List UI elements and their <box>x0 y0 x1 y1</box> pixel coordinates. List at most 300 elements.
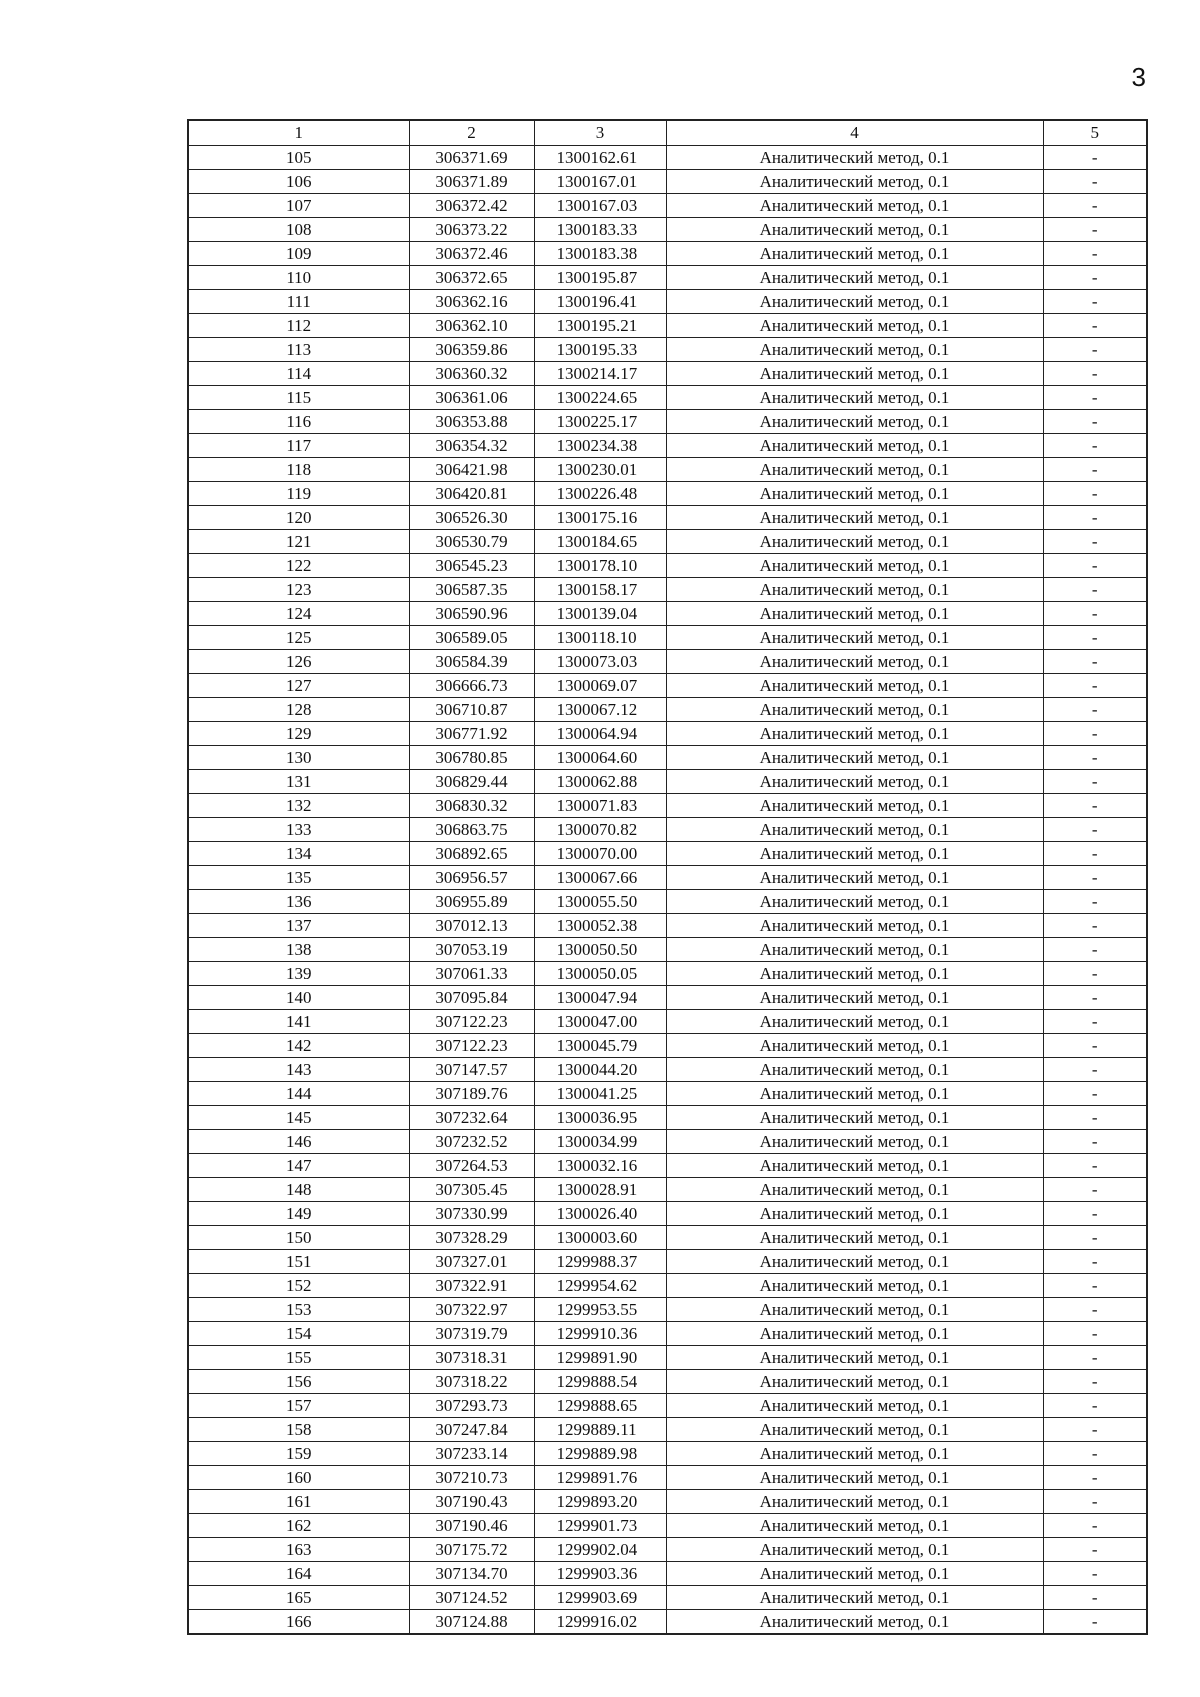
method-accuracy-cell: Аналитический метод, 0.1 <box>666 1514 1043 1538</box>
method-accuracy-cell: Аналитический метод, 0.1 <box>666 1226 1043 1250</box>
x-coordinate-cell: 306420.81 <box>409 482 534 506</box>
y-coordinate-cell: 1300070.82 <box>534 818 666 842</box>
note-cell: - <box>1043 1034 1147 1058</box>
table-header-row <box>188 120 1147 146</box>
table-row <box>188 1154 1147 1178</box>
note-cell: - <box>1043 890 1147 914</box>
x-coordinate-cell: 306530.79 <box>409 530 534 554</box>
x-coordinate-cell: 307124.52 <box>409 1586 534 1610</box>
table-row <box>188 986 1147 1010</box>
note-cell: - <box>1043 1178 1147 1202</box>
note-cell: - <box>1043 434 1147 458</box>
point-number-cell: 124 <box>188 602 409 626</box>
y-coordinate-cell: 1299891.90 <box>534 1346 666 1370</box>
table-row <box>188 1490 1147 1514</box>
note-cell: - <box>1043 1058 1147 1082</box>
note-cell: - <box>1043 794 1147 818</box>
method-accuracy-cell: Аналитический метод, 0.1 <box>666 1370 1043 1394</box>
y-coordinate-cell: 1300044.20 <box>534 1058 666 1082</box>
y-coordinate-cell: 1300073.03 <box>534 650 666 674</box>
note-cell: - <box>1043 626 1147 650</box>
y-coordinate-cell: 1300183.38 <box>534 242 666 266</box>
note-cell: - <box>1043 602 1147 626</box>
y-coordinate-cell: 1300139.04 <box>534 602 666 626</box>
y-coordinate-cell: 1300225.17 <box>534 410 666 434</box>
method-accuracy-cell: Аналитический метод, 0.1 <box>666 1322 1043 1346</box>
table-row <box>188 434 1147 458</box>
y-coordinate-cell: 1300226.48 <box>534 482 666 506</box>
point-number-cell: 138 <box>188 938 409 962</box>
y-coordinate-cell: 1300003.60 <box>534 1226 666 1250</box>
note-cell: - <box>1043 1586 1147 1610</box>
y-coordinate-cell: 1300067.66 <box>534 866 666 890</box>
column-header-1: 1 <box>188 120 409 146</box>
x-coordinate-cell: 307232.64 <box>409 1106 534 1130</box>
table-row <box>188 1586 1147 1610</box>
method-accuracy-cell: Аналитический метод, 0.1 <box>666 722 1043 746</box>
x-coordinate-cell: 306710.87 <box>409 698 534 722</box>
y-coordinate-cell: 1299916.02 <box>534 1610 666 1635</box>
method-accuracy-cell: Аналитический метод, 0.1 <box>666 1298 1043 1322</box>
note-cell: - <box>1043 362 1147 386</box>
x-coordinate-cell: 306526.30 <box>409 506 534 530</box>
method-accuracy-cell: Аналитический метод, 0.1 <box>666 1274 1043 1298</box>
y-coordinate-cell: 1300052.38 <box>534 914 666 938</box>
x-coordinate-cell: 307147.57 <box>409 1058 534 1082</box>
y-coordinate-cell: 1300069.07 <box>534 674 666 698</box>
method-accuracy-cell: Аналитический метод, 0.1 <box>666 1562 1043 1586</box>
method-accuracy-cell: Аналитический метод, 0.1 <box>666 242 1043 266</box>
table-row <box>188 890 1147 914</box>
x-coordinate-cell: 306829.44 <box>409 770 534 794</box>
table-row <box>188 1418 1147 1442</box>
table-row <box>188 218 1147 242</box>
x-coordinate-cell: 306589.05 <box>409 626 534 650</box>
note-cell: - <box>1043 1442 1147 1466</box>
point-number-cell: 137 <box>188 914 409 938</box>
y-coordinate-cell: 1300070.00 <box>534 842 666 866</box>
x-coordinate-cell: 307122.23 <box>409 1010 534 1034</box>
method-accuracy-cell: Аналитический метод, 0.1 <box>666 626 1043 650</box>
note-cell: - <box>1043 1250 1147 1274</box>
point-number-cell: 141 <box>188 1010 409 1034</box>
x-coordinate-cell: 307328.29 <box>409 1226 534 1250</box>
point-number-cell: 106 <box>188 170 409 194</box>
y-coordinate-cell: 1300032.16 <box>534 1154 666 1178</box>
table-row <box>188 938 1147 962</box>
x-coordinate-cell: 306955.89 <box>409 890 534 914</box>
method-accuracy-cell: Аналитический метод, 0.1 <box>666 1202 1043 1226</box>
y-coordinate-cell: 1299891.76 <box>534 1466 666 1490</box>
x-coordinate-cell: 307264.53 <box>409 1154 534 1178</box>
table-row <box>188 1298 1147 1322</box>
y-coordinate-cell: 1300184.65 <box>534 530 666 554</box>
point-number-cell: 119 <box>188 482 409 506</box>
method-accuracy-cell: Аналитический метод, 0.1 <box>666 458 1043 482</box>
method-accuracy-cell: Аналитический метод, 0.1 <box>666 506 1043 530</box>
note-cell: - <box>1043 1346 1147 1370</box>
point-number-cell: 152 <box>188 1274 409 1298</box>
point-number-cell: 161 <box>188 1490 409 1514</box>
table-row <box>188 1082 1147 1106</box>
x-coordinate-cell: 307318.31 <box>409 1346 534 1370</box>
table-row <box>188 1370 1147 1394</box>
page-number: 3 <box>1131 62 1146 92</box>
coordinates-table <box>187 119 1148 1635</box>
x-coordinate-cell: 307322.97 <box>409 1298 534 1322</box>
y-coordinate-cell: 1299888.65 <box>534 1394 666 1418</box>
table-row <box>188 1130 1147 1154</box>
method-accuracy-cell: Аналитический метод, 0.1 <box>666 482 1043 506</box>
x-coordinate-cell: 306371.89 <box>409 170 534 194</box>
point-number-cell: 156 <box>188 1370 409 1394</box>
note-cell: - <box>1043 938 1147 962</box>
method-accuracy-cell: Аналитический метод, 0.1 <box>666 314 1043 338</box>
note-cell: - <box>1043 842 1147 866</box>
note-cell: - <box>1043 338 1147 362</box>
note-cell: - <box>1043 914 1147 938</box>
note-cell: - <box>1043 866 1147 890</box>
method-accuracy-cell: Аналитический метод, 0.1 <box>666 338 1043 362</box>
method-accuracy-cell: Аналитический метод, 0.1 <box>666 1586 1043 1610</box>
point-number-cell: 160 <box>188 1466 409 1490</box>
note-cell: - <box>1043 1394 1147 1418</box>
table-row <box>188 554 1147 578</box>
table-row <box>188 602 1147 626</box>
table-row <box>188 674 1147 698</box>
method-accuracy-cell: Аналитический метод, 0.1 <box>666 410 1043 434</box>
table-row <box>188 506 1147 530</box>
point-number-cell: 130 <box>188 746 409 770</box>
x-coordinate-cell: 307124.88 <box>409 1610 534 1635</box>
x-coordinate-cell: 307322.91 <box>409 1274 534 1298</box>
point-number-cell: 154 <box>188 1322 409 1346</box>
y-coordinate-cell: 1299953.55 <box>534 1298 666 1322</box>
point-number-cell: 115 <box>188 386 409 410</box>
y-coordinate-cell: 1299988.37 <box>534 1250 666 1274</box>
x-coordinate-cell: 306371.69 <box>409 146 534 170</box>
x-coordinate-cell: 307134.70 <box>409 1562 534 1586</box>
y-coordinate-cell: 1300167.03 <box>534 194 666 218</box>
column-header-3: 3 <box>534 120 666 146</box>
x-coordinate-cell: 306590.96 <box>409 602 534 626</box>
method-accuracy-cell: Аналитический метод, 0.1 <box>666 674 1043 698</box>
table-row <box>188 338 1147 362</box>
point-number-cell: 166 <box>188 1610 409 1635</box>
point-number-cell: 123 <box>188 578 409 602</box>
point-number-cell: 162 <box>188 1514 409 1538</box>
note-cell: - <box>1043 962 1147 986</box>
point-number-cell: 148 <box>188 1178 409 1202</box>
point-number-cell: 114 <box>188 362 409 386</box>
point-number-cell: 135 <box>188 866 409 890</box>
x-coordinate-cell: 307095.84 <box>409 986 534 1010</box>
y-coordinate-cell: 1299893.20 <box>534 1490 666 1514</box>
method-accuracy-cell: Аналитический метод, 0.1 <box>666 914 1043 938</box>
table-row <box>188 698 1147 722</box>
note-cell: - <box>1043 506 1147 530</box>
table-row <box>188 962 1147 986</box>
note-cell: - <box>1043 1514 1147 1538</box>
table-row <box>188 1202 1147 1226</box>
method-accuracy-cell: Аналитический метод, 0.1 <box>666 1490 1043 1514</box>
x-coordinate-cell: 306372.46 <box>409 242 534 266</box>
note-cell: - <box>1043 650 1147 674</box>
table-row <box>188 194 1147 218</box>
x-coordinate-cell: 307175.72 <box>409 1538 534 1562</box>
point-number-cell: 112 <box>188 314 409 338</box>
y-coordinate-cell: 1299903.36 <box>534 1562 666 1586</box>
note-cell: - <box>1043 1082 1147 1106</box>
x-coordinate-cell: 307327.01 <box>409 1250 534 1274</box>
point-number-cell: 121 <box>188 530 409 554</box>
y-coordinate-cell: 1300195.33 <box>534 338 666 362</box>
method-accuracy-cell: Аналитический метод, 0.1 <box>666 938 1043 962</box>
point-number-cell: 129 <box>188 722 409 746</box>
x-coordinate-cell: 307233.14 <box>409 1442 534 1466</box>
note-cell: - <box>1043 770 1147 794</box>
point-number-cell: 147 <box>188 1154 409 1178</box>
point-number-cell: 109 <box>188 242 409 266</box>
table-row <box>188 1250 1147 1274</box>
y-coordinate-cell: 1300050.05 <box>534 962 666 986</box>
y-coordinate-cell: 1300118.10 <box>534 626 666 650</box>
x-coordinate-cell: 307318.22 <box>409 1370 534 1394</box>
x-coordinate-cell: 306830.32 <box>409 794 534 818</box>
point-number-cell: 146 <box>188 1130 409 1154</box>
table-row <box>188 818 1147 842</box>
table-row <box>188 770 1147 794</box>
y-coordinate-cell: 1300234.38 <box>534 434 666 458</box>
y-coordinate-cell: 1300158.17 <box>534 578 666 602</box>
x-coordinate-cell: 306372.65 <box>409 266 534 290</box>
point-number-cell: 153 <box>188 1298 409 1322</box>
x-coordinate-cell: 307330.99 <box>409 1202 534 1226</box>
note-cell: - <box>1043 1010 1147 1034</box>
point-number-cell: 133 <box>188 818 409 842</box>
method-accuracy-cell: Аналитический метод, 0.1 <box>666 842 1043 866</box>
method-accuracy-cell: Аналитический метод, 0.1 <box>666 554 1043 578</box>
point-number-cell: 128 <box>188 698 409 722</box>
note-cell: - <box>1043 410 1147 434</box>
x-coordinate-cell: 307232.52 <box>409 1130 534 1154</box>
table-row <box>188 410 1147 434</box>
point-number-cell: 136 <box>188 890 409 914</box>
point-number-cell: 127 <box>188 674 409 698</box>
y-coordinate-cell: 1299901.73 <box>534 1514 666 1538</box>
x-coordinate-cell: 307305.45 <box>409 1178 534 1202</box>
point-number-cell: 149 <box>188 1202 409 1226</box>
x-coordinate-cell: 307247.84 <box>409 1418 534 1442</box>
x-coordinate-cell: 306780.85 <box>409 746 534 770</box>
table-row <box>188 1274 1147 1298</box>
y-coordinate-cell: 1300064.94 <box>534 722 666 746</box>
note-cell: - <box>1043 1130 1147 1154</box>
point-number-cell: 159 <box>188 1442 409 1466</box>
point-number-cell: 151 <box>188 1250 409 1274</box>
y-coordinate-cell: 1299889.11 <box>534 1418 666 1442</box>
point-number-cell: 134 <box>188 842 409 866</box>
y-coordinate-cell: 1300036.95 <box>534 1106 666 1130</box>
note-cell: - <box>1043 1466 1147 1490</box>
note-cell: - <box>1043 722 1147 746</box>
point-number-cell: 145 <box>188 1106 409 1130</box>
table-row <box>188 1394 1147 1418</box>
method-accuracy-cell: Аналитический метод, 0.1 <box>666 1178 1043 1202</box>
method-accuracy-cell: Аналитический метод, 0.1 <box>666 962 1043 986</box>
note-cell: - <box>1043 578 1147 602</box>
note-cell: - <box>1043 1610 1147 1635</box>
point-number-cell: 164 <box>188 1562 409 1586</box>
y-coordinate-cell: 1300196.41 <box>534 290 666 314</box>
note-cell: - <box>1043 1322 1147 1346</box>
x-coordinate-cell: 306666.73 <box>409 674 534 698</box>
table-row <box>188 1562 1147 1586</box>
method-accuracy-cell: Аналитический метод, 0.1 <box>666 1154 1043 1178</box>
point-number-cell: 107 <box>188 194 409 218</box>
table-row <box>188 1538 1147 1562</box>
x-coordinate-cell: 306584.39 <box>409 650 534 674</box>
point-number-cell: 142 <box>188 1034 409 1058</box>
table-row <box>188 746 1147 770</box>
y-coordinate-cell: 1300055.50 <box>534 890 666 914</box>
y-coordinate-cell: 1300028.91 <box>534 1178 666 1202</box>
method-accuracy-cell: Аналитический метод, 0.1 <box>666 1034 1043 1058</box>
method-accuracy-cell: Аналитический метод, 0.1 <box>666 818 1043 842</box>
point-number-cell: 165 <box>188 1586 409 1610</box>
method-accuracy-cell: Аналитический метод, 0.1 <box>666 266 1043 290</box>
point-number-cell: 122 <box>188 554 409 578</box>
note-cell: - <box>1043 1562 1147 1586</box>
table-row <box>188 1226 1147 1250</box>
table-row <box>188 1058 1147 1082</box>
note-cell: - <box>1043 1202 1147 1226</box>
y-coordinate-cell: 1300045.79 <box>534 1034 666 1058</box>
table-row <box>188 1466 1147 1490</box>
y-coordinate-cell: 1300047.00 <box>534 1010 666 1034</box>
table-row <box>188 1442 1147 1466</box>
note-cell: - <box>1043 314 1147 338</box>
method-accuracy-cell: Аналитический метод, 0.1 <box>666 530 1043 554</box>
table-row <box>188 1322 1147 1346</box>
method-accuracy-cell: Аналитический метод, 0.1 <box>666 1010 1043 1034</box>
note-cell: - <box>1043 194 1147 218</box>
method-accuracy-cell: Аналитический метод, 0.1 <box>666 602 1043 626</box>
method-accuracy-cell: Аналитический метод, 0.1 <box>666 986 1043 1010</box>
note-cell: - <box>1043 242 1147 266</box>
table-row <box>188 578 1147 602</box>
method-accuracy-cell: Аналитический метод, 0.1 <box>666 1346 1043 1370</box>
point-number-cell: 111 <box>188 290 409 314</box>
point-number-cell: 110 <box>188 266 409 290</box>
point-number-cell: 108 <box>188 218 409 242</box>
x-coordinate-cell: 306771.92 <box>409 722 534 746</box>
x-coordinate-cell: 306863.75 <box>409 818 534 842</box>
note-cell: - <box>1043 482 1147 506</box>
x-coordinate-cell: 306362.10 <box>409 314 534 338</box>
y-coordinate-cell: 1300062.88 <box>534 770 666 794</box>
point-number-cell: 143 <box>188 1058 409 1082</box>
note-cell: - <box>1043 1298 1147 1322</box>
x-coordinate-cell: 307190.43 <box>409 1490 534 1514</box>
y-coordinate-cell: 1300041.25 <box>534 1082 666 1106</box>
note-cell: - <box>1043 1418 1147 1442</box>
y-coordinate-cell: 1299888.54 <box>534 1370 666 1394</box>
method-accuracy-cell: Аналитический метод, 0.1 <box>666 434 1043 458</box>
table-row <box>188 482 1147 506</box>
note-cell: - <box>1043 218 1147 242</box>
note-cell: - <box>1043 386 1147 410</box>
method-accuracy-cell: Аналитический метод, 0.1 <box>666 578 1043 602</box>
x-coordinate-cell: 307122.23 <box>409 1034 534 1058</box>
note-cell: - <box>1043 458 1147 482</box>
table-row <box>188 266 1147 290</box>
point-number-cell: 113 <box>188 338 409 362</box>
table-row <box>188 1610 1147 1635</box>
x-coordinate-cell: 307189.76 <box>409 1082 534 1106</box>
method-accuracy-cell: Аналитический метод, 0.1 <box>666 746 1043 770</box>
point-number-cell: 139 <box>188 962 409 986</box>
x-coordinate-cell: 306361.06 <box>409 386 534 410</box>
point-number-cell: 105 <box>188 146 409 170</box>
y-coordinate-cell: 1300034.99 <box>534 1130 666 1154</box>
note-cell: - <box>1043 170 1147 194</box>
note-cell: - <box>1043 1154 1147 1178</box>
x-coordinate-cell: 306956.57 <box>409 866 534 890</box>
point-number-cell: 140 <box>188 986 409 1010</box>
y-coordinate-cell: 1300064.60 <box>534 746 666 770</box>
method-accuracy-cell: Аналитический метод, 0.1 <box>666 866 1043 890</box>
note-cell: - <box>1043 1274 1147 1298</box>
y-coordinate-cell: 1300175.16 <box>534 506 666 530</box>
point-number-cell: 118 <box>188 458 409 482</box>
method-accuracy-cell: Аналитический метод, 0.1 <box>666 890 1043 914</box>
method-accuracy-cell: Аналитический метод, 0.1 <box>666 1538 1043 1562</box>
method-accuracy-cell: Аналитический метод, 0.1 <box>666 1418 1043 1442</box>
point-number-cell: 116 <box>188 410 409 434</box>
method-accuracy-cell: Аналитический метод, 0.1 <box>666 386 1043 410</box>
method-accuracy-cell: Аналитический метод, 0.1 <box>666 1106 1043 1130</box>
table-row <box>188 866 1147 890</box>
method-accuracy-cell: Аналитический метод, 0.1 <box>666 194 1043 218</box>
method-accuracy-cell: Аналитический метод, 0.1 <box>666 698 1043 722</box>
x-coordinate-cell: 306421.98 <box>409 458 534 482</box>
column-header-2: 2 <box>409 120 534 146</box>
x-coordinate-cell: 306373.22 <box>409 218 534 242</box>
table-row <box>188 314 1147 338</box>
y-coordinate-cell: 1299903.69 <box>534 1586 666 1610</box>
y-coordinate-cell: 1300162.61 <box>534 146 666 170</box>
note-cell: - <box>1043 530 1147 554</box>
table-row <box>188 170 1147 194</box>
y-coordinate-cell: 1300230.01 <box>534 458 666 482</box>
y-coordinate-cell: 1300067.12 <box>534 698 666 722</box>
x-coordinate-cell: 307012.13 <box>409 914 534 938</box>
method-accuracy-cell: Аналитический метод, 0.1 <box>666 1250 1043 1274</box>
table-row <box>188 1034 1147 1058</box>
column-header-5: 5 <box>1043 120 1147 146</box>
y-coordinate-cell: 1300050.50 <box>534 938 666 962</box>
x-coordinate-cell: 306354.32 <box>409 434 534 458</box>
table-row <box>188 1010 1147 1034</box>
method-accuracy-cell: Аналитический метод, 0.1 <box>666 1610 1043 1635</box>
note-cell: - <box>1043 674 1147 698</box>
x-coordinate-cell: 306353.88 <box>409 410 534 434</box>
method-accuracy-cell: Аналитический метод, 0.1 <box>666 1058 1043 1082</box>
table-row <box>188 1178 1147 1202</box>
y-coordinate-cell: 1300167.01 <box>534 170 666 194</box>
table-body <box>188 120 1147 1634</box>
